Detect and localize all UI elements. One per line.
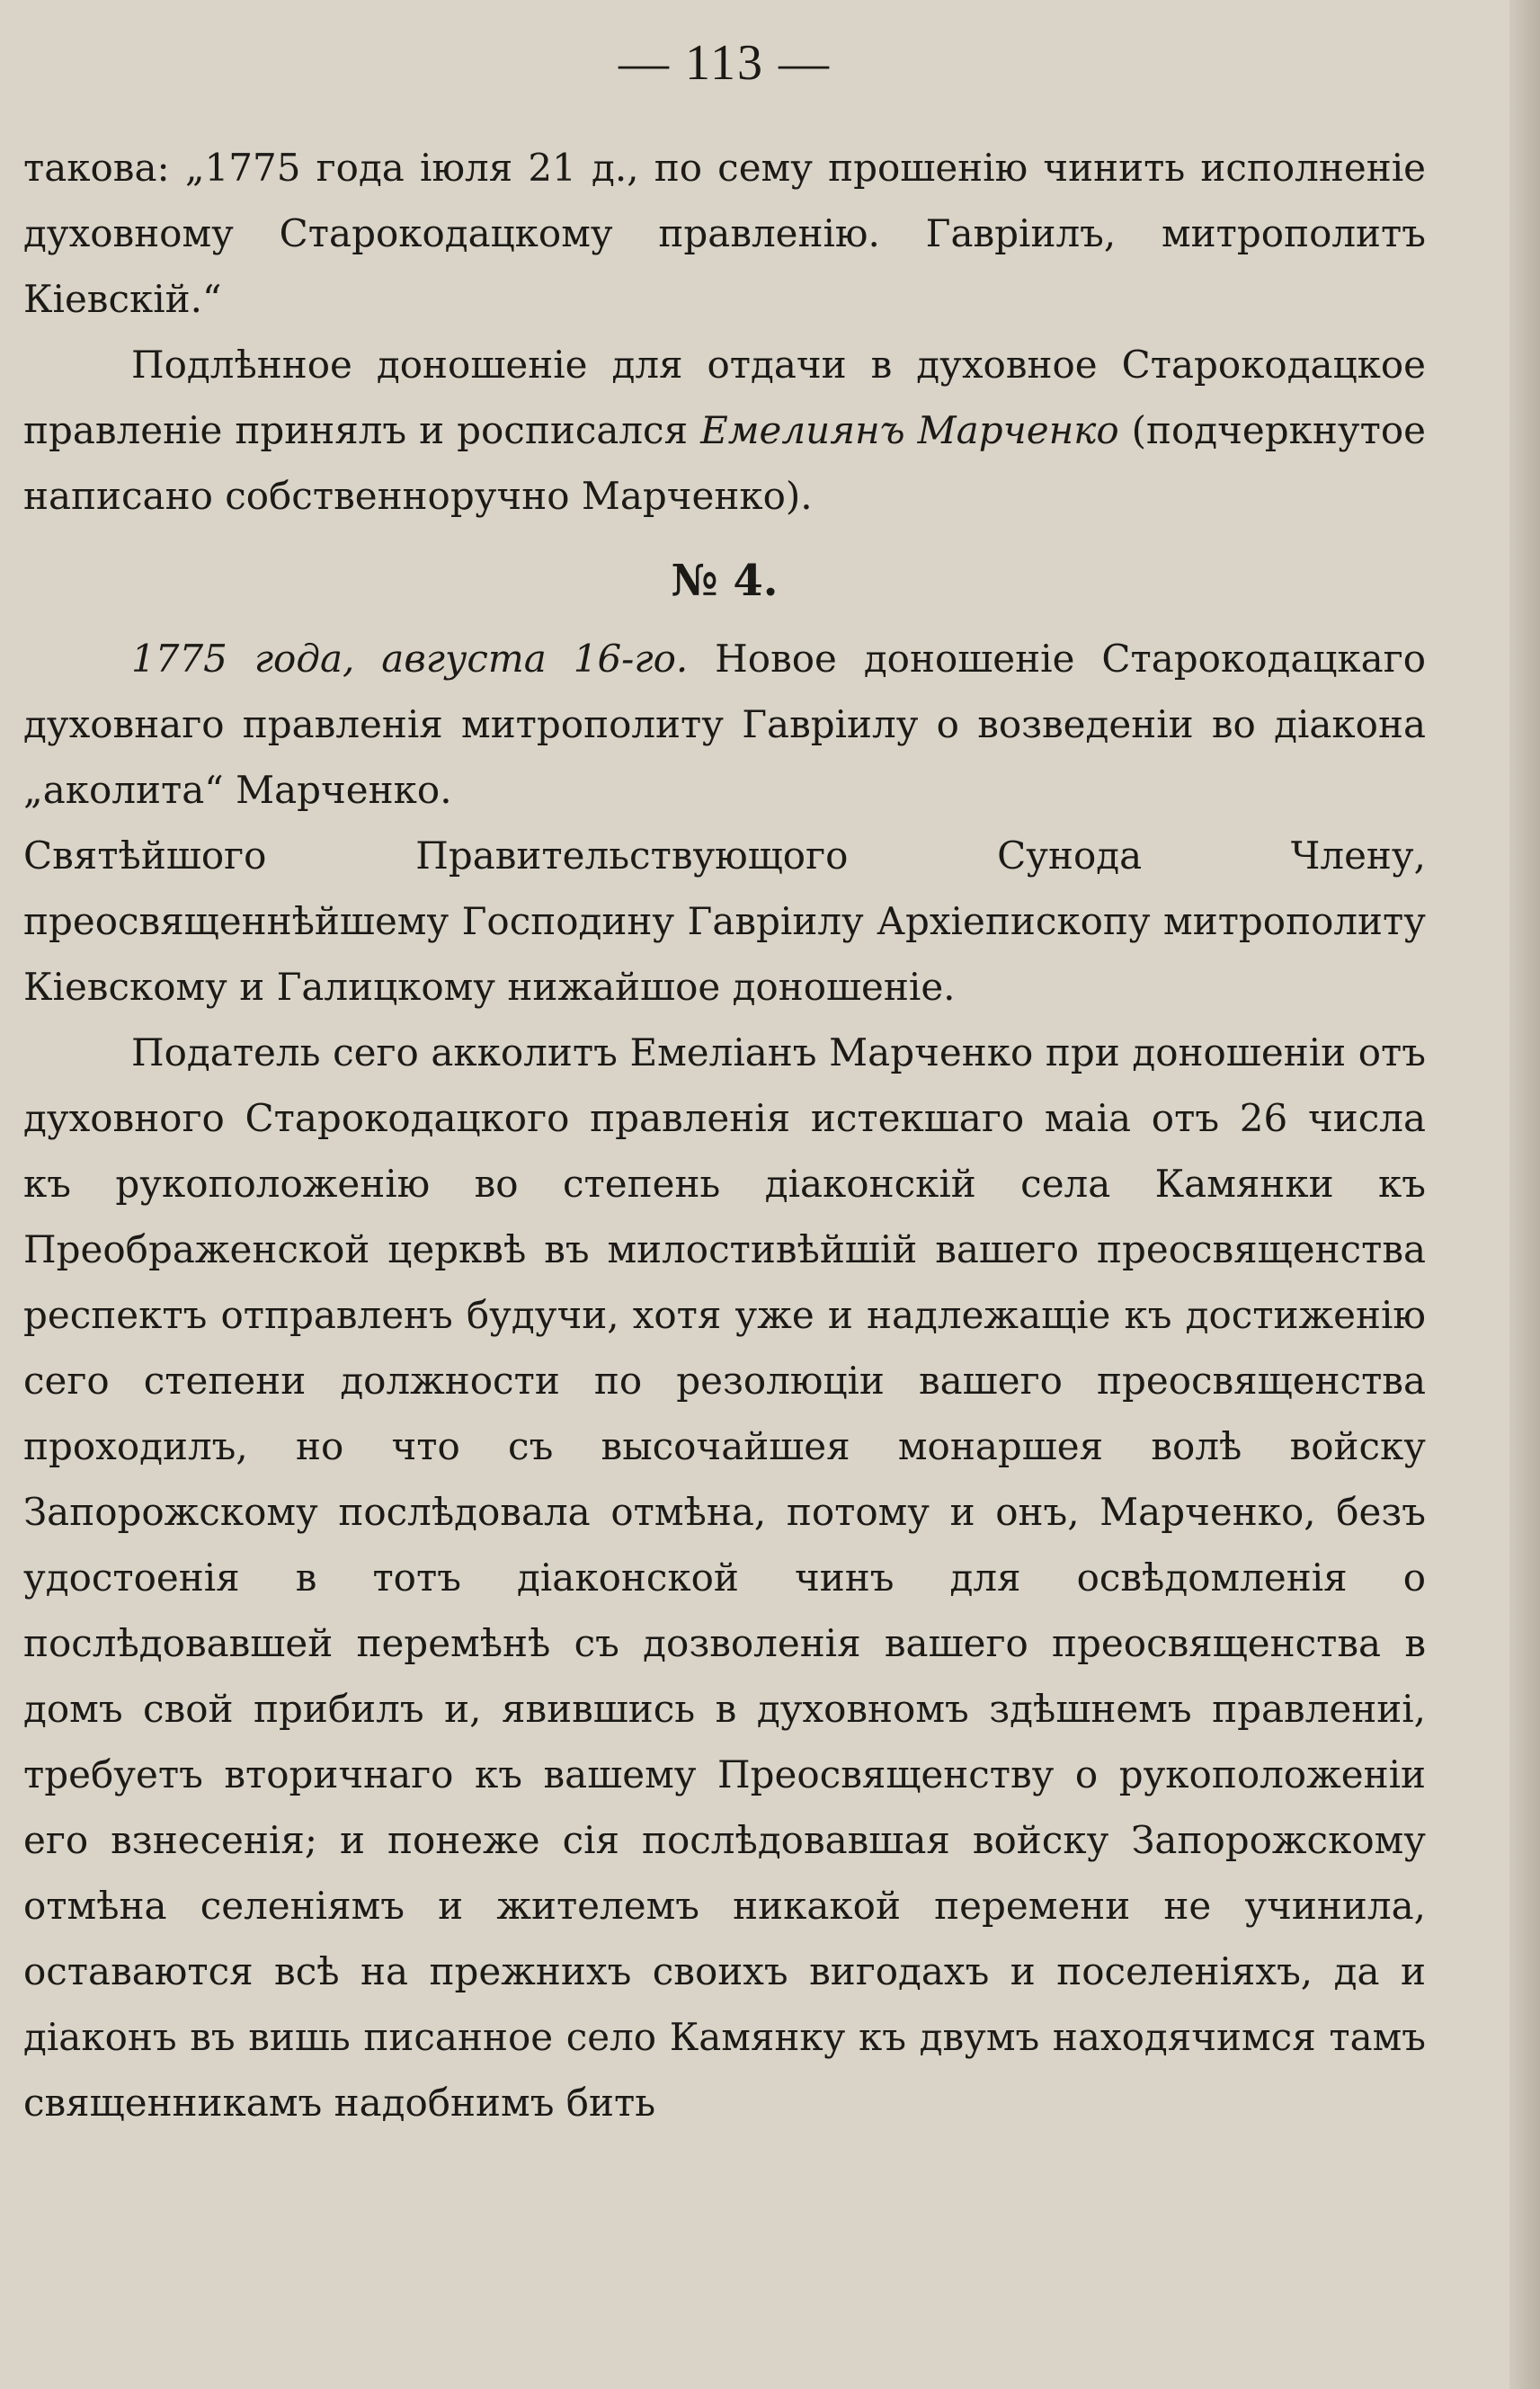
document-intro-text: Новое доношеніе Старокодацкаго духовнаго правленія митрополиту Гавріилу о возведеніи во діакона „аколита“ Марченко.	[23, 637, 1426, 812]
paragraph-document-intro	[23, 626, 1426, 823]
document-number-heading: № 4.	[671, 556, 779, 606]
receipt-text-end: (подчеркнутое написано собственноручно Марченко).	[23, 408, 1426, 518]
paragraph-addressee: Святѣйшого Правительствующого Сунода Члену, преосвященнѣйшему Господину Гавріилу Архіепископу митрополиту Кіевскому и Галицкому нижайшое доношеніе.	[23, 833, 1426, 1009]
paragraph-resolution: такова: „1775 года іюля 21 д., по сему прошенію чинить исполненіе духовному Старокодацкому правленію. Гавріилъ, митрополитъ Кіевскій.“	[23, 146, 1426, 321]
paragraph-receipt	[23, 332, 1426, 529]
page-edge-shadow	[1509, 0, 1540, 2389]
page-content	[23, 36, 1426, 2135]
paragraph-report-body: Податель сего акколитъ Емеліанъ Марченко при доношеніи отъ духовного Старокодацкого правленія истекшаго маіа отъ 26 числа къ рукоположенію во степень діаконскій села Камянки къ Преображенской церквѣ въ милостивѣйшій вашего преосвященства респектъ отправленъ будучи, хотя уже и надлежащіе къ достиженію сего степени должности по резолюціи вашего преосвященства проходилъ, но что съ высочайшея монаршея волѣ войску Запорожскому послѣдовала отмѣна, потому и онъ, Марченко, безъ удостоенія в тотъ діаконской чинъ для освѣдомленія о послѣдовавшей перемѣнѣ съ дозволенія вашего преосвященства в домъ свой прибилъ и, явившись в духовномъ здѣшнемъ правлениі, требуетъ вторичнаго къ вашему Преосвященству о рукоположеніи его взнесенія; и понеже сія послѣдовавшая войску Запорожскому отмѣна селеніямъ и жителемъ никакой перемени не учинила, оставаются всѣ на прежнихъ своихъ вигодахъ и поселеніяхъ, да и діаконъ въ вишь писанное село Камянку къ двумъ находячимся тамъ священникамъ надобнимъ бить	[23, 1030, 1426, 2125]
receipt-text-start: Подлѣнное доношеніе для отдачи в духовное Старокодацкое правленіе принялъ и росписался	[23, 343, 1426, 452]
page-number: — 113 —	[619, 35, 831, 91]
signature-name: Емелиянъ Марченко	[700, 408, 1119, 452]
document-date: 1775 года, августа 16-го.	[131, 637, 689, 681]
